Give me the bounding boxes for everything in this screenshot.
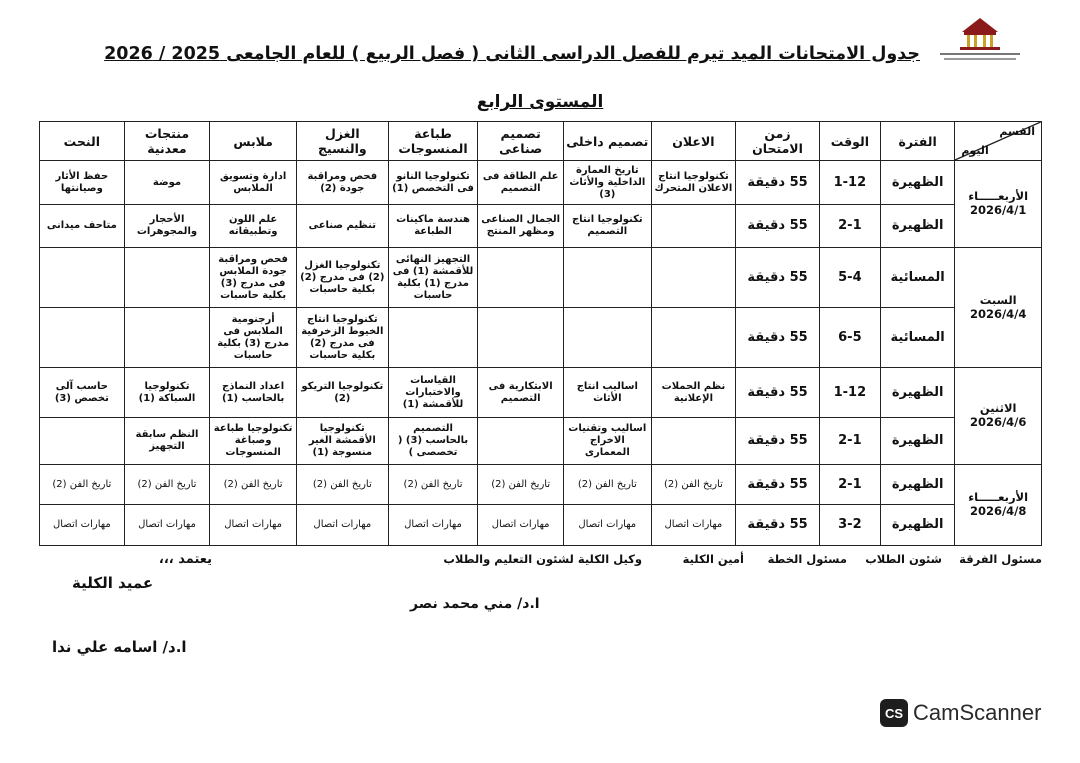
signature-label: أمين الكلية (682, 552, 744, 566)
department-header: الغزل والنسيج (296, 122, 388, 161)
department-header: منتجات معدنية (124, 122, 210, 161)
period-cell: الظهيرة (880, 418, 954, 465)
period-cell: الظهيرة (880, 205, 954, 248)
exam-cell: الابتكارية فى التصميم (478, 368, 564, 418)
exam-cell (563, 248, 651, 308)
exam-cell: نظم الحملات الإعلانية (651, 368, 736, 418)
corner-header (955, 122, 1042, 161)
exam-cell: التصميم بالحاسب (3) ( تخصصى ) (388, 418, 478, 465)
exam-cell: النظم سابقة التجهيز (124, 418, 210, 465)
exam-cell (40, 248, 125, 308)
period-header: الفترة (880, 122, 954, 161)
time-cell: 5-4 (819, 248, 880, 308)
exam-cell (124, 308, 210, 368)
signature-label: وكيل الكلية لشئون التعليم والطلاب (443, 552, 642, 566)
exam-cell: حفظ الأثار وصيانتها (40, 161, 125, 205)
exam-cell (40, 418, 125, 465)
signature-label: شئون الطلاب (865, 552, 942, 566)
duration-cell: 55 دقيقة (736, 205, 820, 248)
exam-schedule-table (39, 121, 1042, 546)
time-cell: 2-1 (819, 205, 880, 248)
exam-cell: علم اللون وتطبيقاته (210, 205, 297, 248)
exam-cell: تكنولوجيا النانو فى التخصص (1) (388, 161, 478, 205)
day-cell (955, 248, 1042, 368)
exam-cell: اعداد النماذج بالحاسب (1) (210, 368, 297, 418)
time-cell: 2-1 (819, 418, 880, 465)
duration-cell: 55 دقيقة (736, 308, 820, 368)
header-row (40, 122, 1042, 161)
exam-cell (40, 308, 125, 368)
exam-cell: تكنولوجيا الغزل (2) فى مدرج (2) بكلية حاسبات (296, 248, 388, 308)
period-cell: الظهيرة (880, 465, 954, 505)
period-cell: المسائية (880, 308, 954, 368)
exam-cell: تكنولوجيا انتاج الخيوط الزخرفية فى مدرج (2) بكلية حاسبات (296, 308, 388, 368)
exam-cell: تنظيم صناعى (296, 205, 388, 248)
exam-cell: تاريخ الفن (2) (296, 465, 388, 505)
exam-cell: اساليب وتقنيات الاخراج المعمارى (563, 418, 651, 465)
exam-cell: حاسب آلى تخصص (3) (40, 368, 125, 418)
period-cell: المسائية (880, 248, 954, 308)
day-date: 2026/4/8 (969, 504, 1027, 518)
exam-cell: فحص ومراقبة جودة (2) (296, 161, 388, 205)
signature-label: مسئول الخطة (767, 552, 847, 566)
exam-cell: موضة (124, 161, 210, 205)
exam-cell: الجمال الصناعى ومظهر المنتج (478, 205, 564, 248)
exam-cell (651, 308, 736, 368)
corner-department-label: القسم (999, 125, 1035, 138)
department-header: الاعلان (651, 122, 736, 161)
exam-cell: هندسة ماكينات الطباعة (388, 205, 478, 248)
exam-cell: علم الطاقة فى التصميم (478, 161, 564, 205)
dean-title: عميد الكلية (72, 574, 154, 592)
camscanner-text: CamScanner (913, 700, 1042, 725)
period-cell: الظهيرة (880, 161, 954, 205)
time-cell: 2-1 (819, 465, 880, 505)
exam-cell: الأحجار والمجوهرات (124, 205, 210, 248)
camscanner-watermark (880, 698, 1041, 728)
exam-cell: تكنولوجيا انتاج الاعلان المتحرك (651, 161, 736, 205)
exam-cell (388, 308, 478, 368)
exam-cell (124, 248, 210, 308)
day-date: 2026/4/4 (969, 306, 1027, 321)
exam-cell: تكنولوجيا الأقمشة الغير منسوجة (1) (296, 418, 388, 465)
exam-cell: مهارات اتصال (124, 505, 210, 546)
corner-day-label: اليوم (961, 143, 989, 157)
table-row (40, 418, 1042, 465)
time-cell: 3-2 (819, 505, 880, 546)
day-cell (955, 161, 1042, 248)
day-date: 2026/4/1 (969, 203, 1027, 217)
table-row (40, 368, 1042, 418)
duration-cell: 55 دقيقة (736, 248, 820, 308)
approval-label: يعتمد ،،، (158, 552, 212, 567)
department-header: النحت (40, 122, 125, 161)
faculty-logo (930, 14, 1030, 64)
level-heading: المستوى الرابع (476, 92, 604, 112)
signatures-row (42, 552, 1042, 572)
exam-cell (651, 205, 736, 248)
duration-cell: 55 دقيقة (736, 161, 820, 205)
exam-cell (478, 418, 564, 465)
exam-cell: اساليب انتاج الأثاث (563, 368, 651, 418)
exam-cell: تاريخ الفن (2) (478, 465, 564, 505)
exam-cell: مهارات اتصال (651, 505, 736, 546)
exam-cell: القياسات والاختبارات للأقمشة (1) (388, 368, 478, 418)
exam-cell: متاحف ميدانى (40, 205, 125, 248)
day-name: الأربعـــــاء (968, 189, 1029, 204)
period-cell: الظهيرة (880, 505, 954, 546)
exam-cell: تاريخ الفن (2) (563, 465, 651, 505)
exam-cell: تاريخ الفن (2) (210, 465, 297, 505)
exam-cell: فحص ومراقبة جودة الملابس فى مدرج (3) بكلية حاسبات (210, 248, 297, 308)
table-row (40, 205, 1042, 248)
exam-cell: تاريخ الفن (2) (124, 465, 210, 505)
duration-cell: 55 دقيقة (736, 505, 820, 546)
day-name: الأربعـــــاء (968, 490, 1029, 505)
day-cell (955, 368, 1042, 465)
day-name: الاثنين (979, 401, 1017, 416)
exam-cell: تاريخ الفن (2) (40, 465, 125, 505)
exam-cell (651, 418, 736, 465)
day-date: 2026/4/6 (969, 415, 1027, 429)
dean-name: ا.د/ اسامه علي ندا (52, 638, 187, 656)
exam-cell: تاريخ الفن (2) (388, 465, 478, 505)
exam-cell: تاريخ الفن (2) (651, 465, 736, 505)
camscanner-icon: CS (880, 699, 908, 727)
duration-header: زمن الامتحان (736, 122, 820, 161)
day-name: السبت (979, 292, 1017, 307)
time-cell: 1-12 (819, 161, 880, 205)
table-row (40, 161, 1042, 205)
page-title: جدول الامتحانات الميد تيرم للفصل الدراسى الثانى ( فصل الربيع ) للعام الجامعى 2025 / 2026 (104, 44, 920, 64)
vice-dean-name: ا.د/ مني محمد نصر (410, 596, 540, 612)
duration-cell: 55 دقيقة (736, 418, 820, 465)
exam-cell: مهارات اتصال (296, 505, 388, 546)
exam-cell: تكنولوجيا انتاج التصميم (563, 205, 651, 248)
department-header: تصميم داخلى (563, 122, 651, 161)
department-header: تصميم صناعى (478, 122, 564, 161)
exam-cell (478, 308, 564, 368)
time-cell: 1-12 (819, 368, 880, 418)
department-header: ملابس (210, 122, 297, 161)
signature-label: مسئول الفرقة (959, 552, 1042, 566)
exam-cell: مهارات اتصال (478, 505, 564, 546)
exam-cell (478, 248, 564, 308)
exam-cell: مهارات اتصال (210, 505, 297, 546)
exam-cell: مهارات اتصال (563, 505, 651, 546)
table-row (40, 465, 1042, 505)
table-row (40, 505, 1042, 546)
exam-cell: تكنولوجيا السباكة (1) (124, 368, 210, 418)
exam-cell: أرجنومية الملابس فى مدرج (3) بكلية حاسبات (210, 308, 297, 368)
exam-cell (563, 308, 651, 368)
exam-cell: تكنولوجيا طباعة وصباغة المنسوجات (210, 418, 297, 465)
exam-cell: ادارة وتسويق الملابس (210, 161, 297, 205)
exam-cell: التجهيز النهائى للأقمشة (1) فى مدرج (1) بكلية حاسبات (388, 248, 478, 308)
period-cell: الظهيرة (880, 368, 954, 418)
time-header: الوقت (819, 122, 880, 161)
exam-cell: مهارات اتصال (40, 505, 125, 546)
exam-cell (651, 248, 736, 308)
duration-cell: 55 دقيقة (736, 368, 820, 418)
exam-cell: تاريخ العمارة الداخلية والأثاث (3) (563, 161, 651, 205)
day-cell (955, 465, 1042, 546)
exam-cell: تكنولوجيا التريكو (2) (296, 368, 388, 418)
exam-cell: مهارات اتصال (388, 505, 478, 546)
table-row (40, 248, 1042, 308)
department-header: طباعة المنسوجات (388, 122, 478, 161)
time-cell: 6-5 (819, 308, 880, 368)
duration-cell: 55 دقيقة (736, 465, 820, 505)
table-row (40, 308, 1042, 368)
